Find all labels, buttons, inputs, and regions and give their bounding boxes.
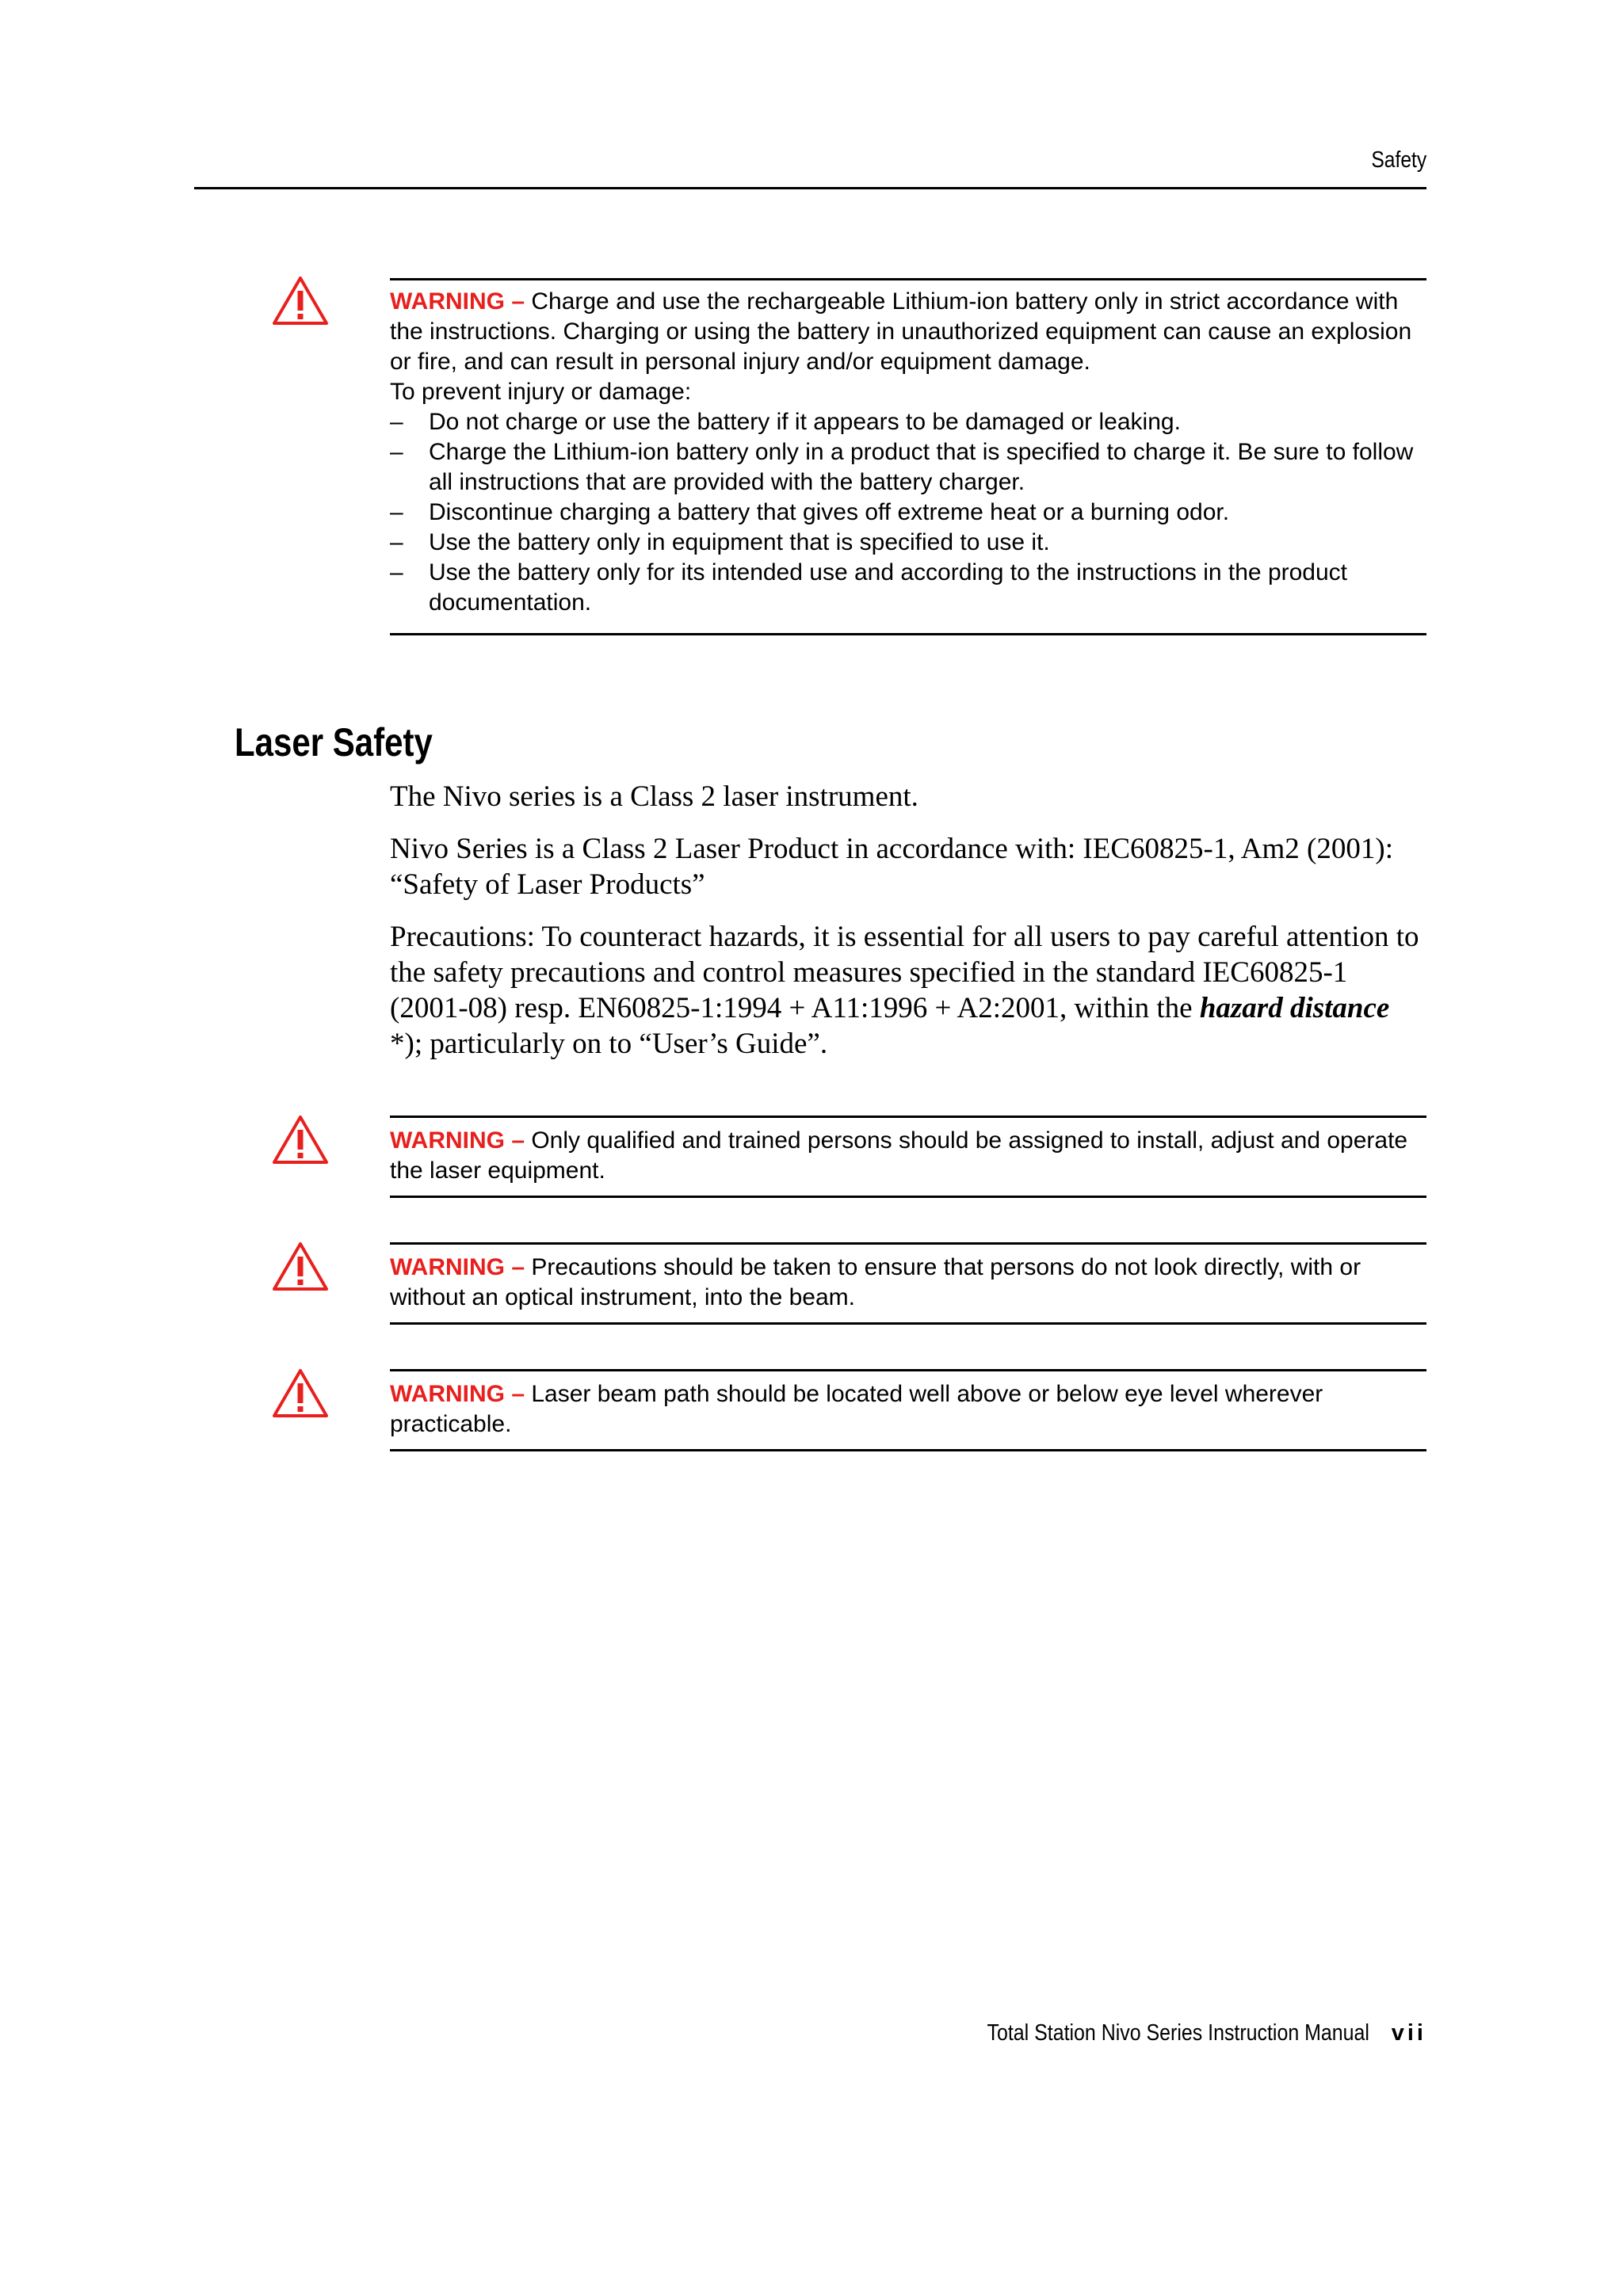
warning-triangle-icon (272, 1241, 329, 1291)
bullet-dash: – (390, 529, 403, 555)
page-number: vii (1391, 2020, 1426, 2046)
footer-title: Total Station Nivo Series Instruction Manual (987, 2020, 1369, 2046)
header-title: Safety (1371, 147, 1426, 173)
hazard-distance-emphasis: hazard distance (1199, 992, 1390, 1024)
section-title: Laser Safety (235, 720, 433, 765)
bullet-dash: – (390, 409, 403, 435)
warning-text: Precautions should be taken to ensure that persons do not look directly, with or without an optical instrument, into the beam. (390, 1254, 1361, 1310)
warning-paragraph (390, 1126, 1426, 1186)
list-item (390, 437, 1426, 498)
bullet-text: Charge the Lithium-ion battery only in a product that is specified to charge it. Be sure to follow all instructions that are provided with the battery charger. (429, 439, 1414, 495)
warning-triangle-icon (272, 1114, 329, 1165)
warning-text: Only qualified and trained persons should be assigned to install, adjust and operate the laser equipment. (390, 1127, 1408, 1184)
warning-label: WARNING – (390, 1127, 525, 1154)
bullet-text: Use the battery only in equipment that is specified to use it. (429, 529, 1050, 555)
warning-box-beam (390, 1242, 1426, 1325)
warning-box-battery (390, 278, 1426, 635)
list-item (390, 498, 1426, 528)
paragraph-standard: Nivo Series is a Class 2 Laser Product in accordance with: IEC60825-1, Am2 (2001): “Safety of Laser Products” (390, 833, 1393, 901)
bullet-text: Do not charge or use the battery if it appears to be damaged or leaking. (429, 409, 1181, 435)
warning-box-trained-persons (390, 1116, 1426, 1198)
bullet-dash: – (390, 559, 403, 585)
body-text (390, 779, 1428, 1078)
list-item (390, 528, 1426, 558)
paragraph-text: Precautions: To counteract hazards, it is essential for all users to pay careful attention to the safety precautions and control measures specified in the standard IEC60825-1 (2001-08) resp. EN60825-1:1994 + A11:1996 + A2:2001, within the (390, 921, 1419, 1024)
bullet-dash: – (390, 499, 403, 525)
bullet-text: Use the battery only for its intended use and according to the instructions in the product documentation. (429, 559, 1348, 616)
paragraph-class: The Nivo series is a Class 2 laser instrument. (390, 780, 918, 813)
page-footer (872, 2020, 1426, 2052)
paragraph-text: *); particularly on to “User’s Guide”. (390, 1028, 828, 1060)
warning-paragraph (390, 1253, 1426, 1313)
warning-triangle-icon (272, 1367, 329, 1418)
warning-label: WARNING – (390, 1381, 525, 1407)
warning-paragraph (390, 1379, 1426, 1440)
warning-triangle-icon (272, 275, 329, 326)
list-item (390, 558, 1426, 618)
warning-box-eye-level (390, 1369, 1426, 1451)
bullet-dash: – (390, 439, 403, 465)
warning-bullet-list (390, 407, 1426, 618)
warning-label: WARNING – (390, 288, 525, 315)
page-header (194, 147, 1426, 189)
warning-text: Charge and use the rechargeable Lithium-ion battery only in strict accordance with the instructions. Charging or using the battery in unauthorized equipment can cause an explosion or fire, and can result in personal injury and/or equipment damage. (390, 288, 1412, 375)
warning-intro: To prevent injury or damage: (390, 379, 692, 405)
bullet-text: Discontinue charging a battery that gives off extreme heat or a burning odor. (429, 499, 1230, 525)
warning-label: WARNING – (390, 1254, 525, 1280)
list-item (390, 407, 1426, 437)
warning-paragraph (390, 287, 1426, 377)
warning-text: Laser beam path should be located well above or below eye level wherever practicable. (390, 1381, 1323, 1437)
paragraph-precautions (390, 919, 1428, 1062)
